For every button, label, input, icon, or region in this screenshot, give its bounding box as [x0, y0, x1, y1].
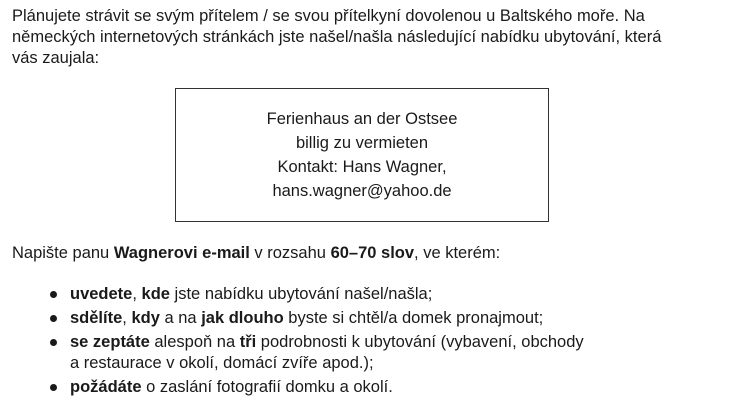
- ad-title: Ferienhaus an der Ostsee: [266, 110, 458, 128]
- item-text: a na: [159, 309, 202, 327]
- item-text: alespoň na: [149, 333, 240, 351]
- keyword: kde: [141, 285, 170, 303]
- item-text: byste si chtěl/a domek pronajmout;: [283, 309, 544, 327]
- task-word-count: 60–70 slov: [330, 244, 415, 262]
- keyword: sdělíte: [70, 309, 123, 327]
- task-text-1: Napište panu: [12, 244, 114, 262]
- intro-paragraph: [12, 6, 724, 69]
- item-text: ,: [132, 285, 142, 303]
- intro-line-1: Plánujete strávit se svým přítelem / se svou přítelkyní dovolenou u Baltského moře. Na: [12, 7, 645, 25]
- item-text: podrobnosti k ubytování (vybavení, obchody: [256, 333, 584, 351]
- ad-contact: Kontakt: Hans Wagner,: [277, 158, 447, 176]
- accommodation-ad-box: [175, 88, 549, 222]
- task-points-list: [48, 284, 708, 401]
- item-text: jste nabídku ubytování našel/našla;: [169, 285, 433, 303]
- intro-line-3: vás zaujala:: [12, 49, 100, 67]
- keyword: požádáte: [70, 378, 142, 396]
- list-item: [48, 377, 708, 398]
- list-item: [48, 284, 708, 305]
- keyword: tři: [239, 333, 257, 351]
- list-item: [48, 308, 708, 329]
- list-item: [48, 332, 708, 374]
- intro-line-2: německých internetových stránkách jste našel/našla následující nabídku ubytování, která: [12, 28, 662, 46]
- task-recipient: Wagnerovi e-mail: [113, 244, 250, 262]
- keyword: jak dlouho: [201, 309, 284, 327]
- task-text-3: , ve kterém:: [414, 244, 501, 262]
- keyword: kdy: [131, 309, 160, 327]
- item-text: ,: [122, 309, 132, 327]
- item-text: a restaurace v okolí, domácí zvíře apod.);: [70, 354, 374, 372]
- task-instruction: [12, 243, 500, 264]
- item-text: o zaslání fotografií domku a okolí.: [141, 378, 393, 396]
- ad-subtitle: billig zu vermieten: [295, 134, 429, 152]
- keyword: se zeptáte: [70, 333, 150, 351]
- ad-email: hans.wagner@yahoo.de: [272, 182, 452, 200]
- keyword: uvedete: [70, 285, 133, 303]
- task-text-2: v rozsahu: [249, 244, 331, 262]
